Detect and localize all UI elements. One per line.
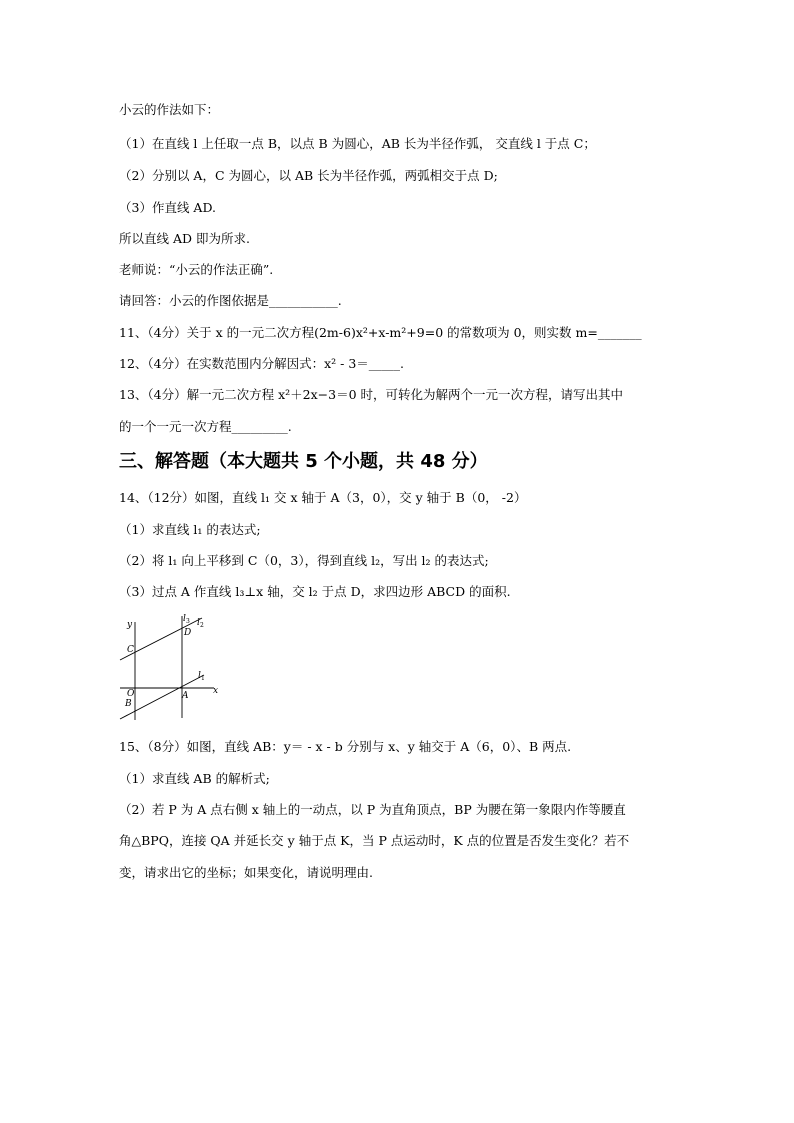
label-l2-sub: 2 — [200, 622, 204, 629]
label-l1-sub: 1 — [201, 675, 205, 682]
label-x: x — [213, 686, 219, 696]
question-12: 12、（4分）在实数范围内分解因式：x² - 3＝_____. — [119, 356, 405, 371]
question-13-line-2: 的一个一元一次方程_________. — [119, 419, 292, 434]
question-15-part-2-line-3: 变，请求出它的坐标；如果变化，请说明理由. — [119, 865, 373, 880]
line-5: 所以直线 AD 即为所求. — [119, 231, 250, 246]
label-c: C — [127, 645, 134, 655]
section-title: 三、解答题（本大题共 5 个小题，共 48 分） — [119, 451, 488, 472]
coordinate-figure — [118, 610, 228, 722]
line-3: （2）分别以 A，C 为圆心，以 AB 长为半径作弧，两弧相交于点 D; — [119, 168, 498, 183]
label-l3-sub: 3 — [186, 618, 190, 625]
question-15-part-1: （1）求直线 AB 的解析式; — [119, 771, 270, 786]
question-13-line-1: 13、（4分）解一元二次方程 x²＋2x−3＝0 时，可转化为解两个一元一次方程，请写出其中 — [119, 387, 623, 402]
line-7: 请回答：小云的作图依据是___________. — [119, 293, 342, 308]
label-d: D — [184, 628, 192, 638]
label-y: y — [127, 620, 133, 630]
question-15-stem: 15、（8分）如图，直线 AB：y＝ - x - b 分别与 x、y 轴交于 A（6，0）、B 两点. — [119, 739, 572, 754]
line-1: 小云的作法如下： — [119, 102, 220, 117]
label-l2: l — [197, 618, 200, 628]
label-l3: l — [183, 614, 186, 624]
label-a: A — [182, 691, 189, 701]
line-6: 老师说：“小云的作法正确”. — [119, 262, 274, 277]
question-15-part-2-line-1: （2）若 P 为 A 点右侧 x 轴上的一动点，以 P 为直角顶点，BP 为腰在第一象限内作等腰直 — [119, 802, 626, 817]
line-4: （3）作直线 AD. — [119, 200, 217, 215]
label-l1: l — [198, 671, 201, 681]
question-15-part-2-line-2: 角△BPQ，连接 QA 并延长交 y 轴于点 K，当 P 点运动时，K 点的位置是否发生变化？若不 — [119, 833, 630, 848]
question-11: 11、（4分）关于 x 的一元二次方程(2m-6)x²+x-m²+9=0 的常数项为 0，则实数 m=_______ — [119, 325, 642, 340]
label-b: B — [125, 699, 132, 709]
question-14-stem: 14、（12分）如图，直线 l₁ 交 x 轴于 A（3，0），交 y 轴于 B（0， -2） — [119, 490, 527, 505]
line-2: （1）在直线 l 上任取一点 B，以点 B 为圆心，AB 长为半径作弧， 交直线 l 于点 C； — [119, 136, 596, 151]
question-14-part-3: （3）过点 A 作直线 l₃⊥x 轴，交 l₂ 于点 D，求四边形 ABCD 的面积. — [119, 584, 511, 599]
question-14-part-2: （2）将 l₁ 向上平移到 C（0，3），得到直线 l₂，写出 l₂ 的表达式; — [119, 553, 489, 568]
label-o: O — [127, 689, 135, 699]
question-14-part-1: （1）求直线 l₁ 的表达式; — [119, 522, 261, 537]
